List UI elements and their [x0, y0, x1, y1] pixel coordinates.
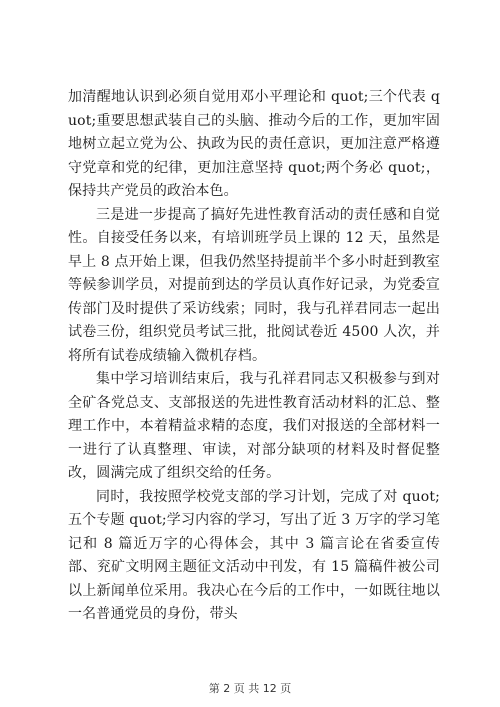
document-body [68, 86, 440, 627]
paragraph-4: 同时，我按照学校党支部的学习计划，完成了对 quot;五个专题 quot;学习内容的学习，写出了近 3 万字的学习笔记和 8 篇近万字的心得体会，其中 3 篇言论在省委宣传部、兖矿文明网主题征文活动中刊发，有 15 篇稿件被公司以上新闻单位采用。我决心在今后的工作中，一如既往地以一名普通党员的身份，带头 [68, 488, 440, 622]
paragraph-1: 加清醒地认识到必须自觉用邓小平理论和 quot;三个代表 quot;重要思想武装自己的头脑、推动今后的工作，更加牢固地树立起立党为公、执政为民的责任意识，更加注意严格遵守党章和党的纪律，更加注意坚持 quot;两个务必 quot;，保持共产党员的政治本色。 [68, 89, 440, 199]
paragraph-3: 集中学习培训结束后，我与孔祥君同志又积极参与到对全矿各党总支、支部报送的先进性教育活动材料的汇总、整理工作中，本着精益求精的态度，我们对报送的全部材料一一进行了认真整理、审读，对部分缺项的材料及时督促整改，圆满完成了组织交给的任务。 [68, 371, 440, 481]
page-footer: 第 2 页 共 12 页 [208, 682, 292, 695]
paragraph-2: 三是进一步提高了搞好先进性教育活动的责任感和自觉性。自接受任务以来，有培训班学员上课的 12 天，虽然是早上 8 点开始上课，但我仍然坚持提前半个多小时赶到教室等候参训学员，对提前到达的学员认真作好记录，为党委宣传部门及时提供了采访线索；同时，我与孔祥君同志一起出试卷三份，组织党员考试三批，批阅试卷近 4500 人次，并将所有试卷成绩输入微机存档。 [68, 206, 441, 364]
